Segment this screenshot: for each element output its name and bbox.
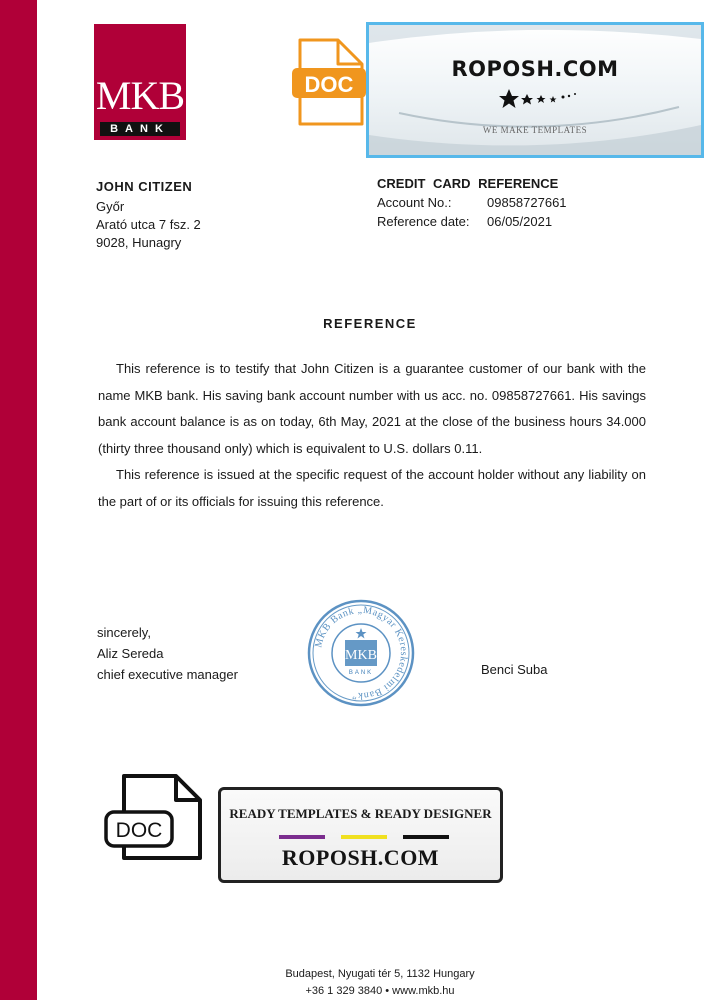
reference-date-value: 06/05/2021 xyxy=(487,214,553,229)
doc-file-icon-bottom xyxy=(104,772,204,867)
account-label: Account No.: xyxy=(377,195,452,210)
seal-center-sub: BANK xyxy=(348,670,374,676)
account-row xyxy=(377,193,567,212)
roposh-brand-bottom: ROPOSH.COM xyxy=(281,845,440,870)
doc-label: DOC xyxy=(304,72,354,97)
roposh-tagline-top: WE MAKE TEMPLATES xyxy=(482,125,588,135)
doc-label-bottom: DOC xyxy=(115,819,163,842)
footer xyxy=(200,966,560,1000)
recipient-city: Győr xyxy=(96,199,125,214)
account-value: 09858727661 xyxy=(487,195,567,210)
document-title: REFERENCE xyxy=(323,316,417,331)
bank-logo xyxy=(94,24,186,140)
footer-contact: +36 1 329 3840 • www.mkb.hu xyxy=(305,985,455,997)
cosigner-name: Benci Suba xyxy=(481,662,548,677)
signature-block xyxy=(97,622,238,685)
roposh-watermark-bottom xyxy=(218,787,503,883)
signer-role: chief executive manager xyxy=(97,667,238,682)
body-paragraph-2: This reference is issued at the specific request of the account holder without any liability on the part of or its officials for issuing this reference. xyxy=(98,467,646,509)
color-bars-decoration xyxy=(279,835,449,841)
bank-seal-stamp xyxy=(306,598,416,713)
reference-date-label: Reference date: xyxy=(377,214,470,229)
recipient-street: Arató utca 7 fsz. 2 xyxy=(96,217,201,232)
roposh-watermark-top xyxy=(366,22,704,158)
recipient-address xyxy=(96,178,201,252)
credit-ref-heading: CREDIT CARD REFERENCE xyxy=(377,176,559,191)
roposh-tagline-bottom: READY TEMPLATES & READY DESIGNER xyxy=(229,806,492,821)
reference-date-row xyxy=(377,212,567,231)
seal-ring-text: MKB Bank „Magyar Kereskedelmi Bank” xyxy=(313,604,410,702)
logo-bank-text: BANK xyxy=(100,122,180,136)
seal-center-text: MKB xyxy=(345,648,377,663)
signer-name: Aliz Sereda xyxy=(97,646,164,661)
doc-file-icon xyxy=(292,38,366,133)
left-color-band xyxy=(0,0,37,1000)
roposh-brand-top: ROPOSH.COM xyxy=(451,57,619,81)
closing-text: sincerely, xyxy=(97,625,151,640)
reference-body xyxy=(98,356,646,515)
credit-card-reference-block xyxy=(377,174,567,231)
stars-icon xyxy=(499,87,589,111)
logo-mkb-text: MKB xyxy=(95,73,185,118)
body-paragraph-1: This reference is to testify that John Citizen is a guarantee customer of our bank with the name MKB bank. His saving bank account number with us acc. no. 09858727661. His savings bank account balance is as on today, 6th May, 2021 at the close of the business hours 34.000 (thirty three thousand only) which is equivalent to U.S. dollars 0.11. xyxy=(98,361,646,456)
footer-address: Budapest, Nyugati tér 5, 1132 Hungary xyxy=(285,968,475,980)
recipient-postal: 9028, Hunagry xyxy=(96,235,182,250)
recipient-name: JOHN CITIZEN xyxy=(96,179,193,194)
